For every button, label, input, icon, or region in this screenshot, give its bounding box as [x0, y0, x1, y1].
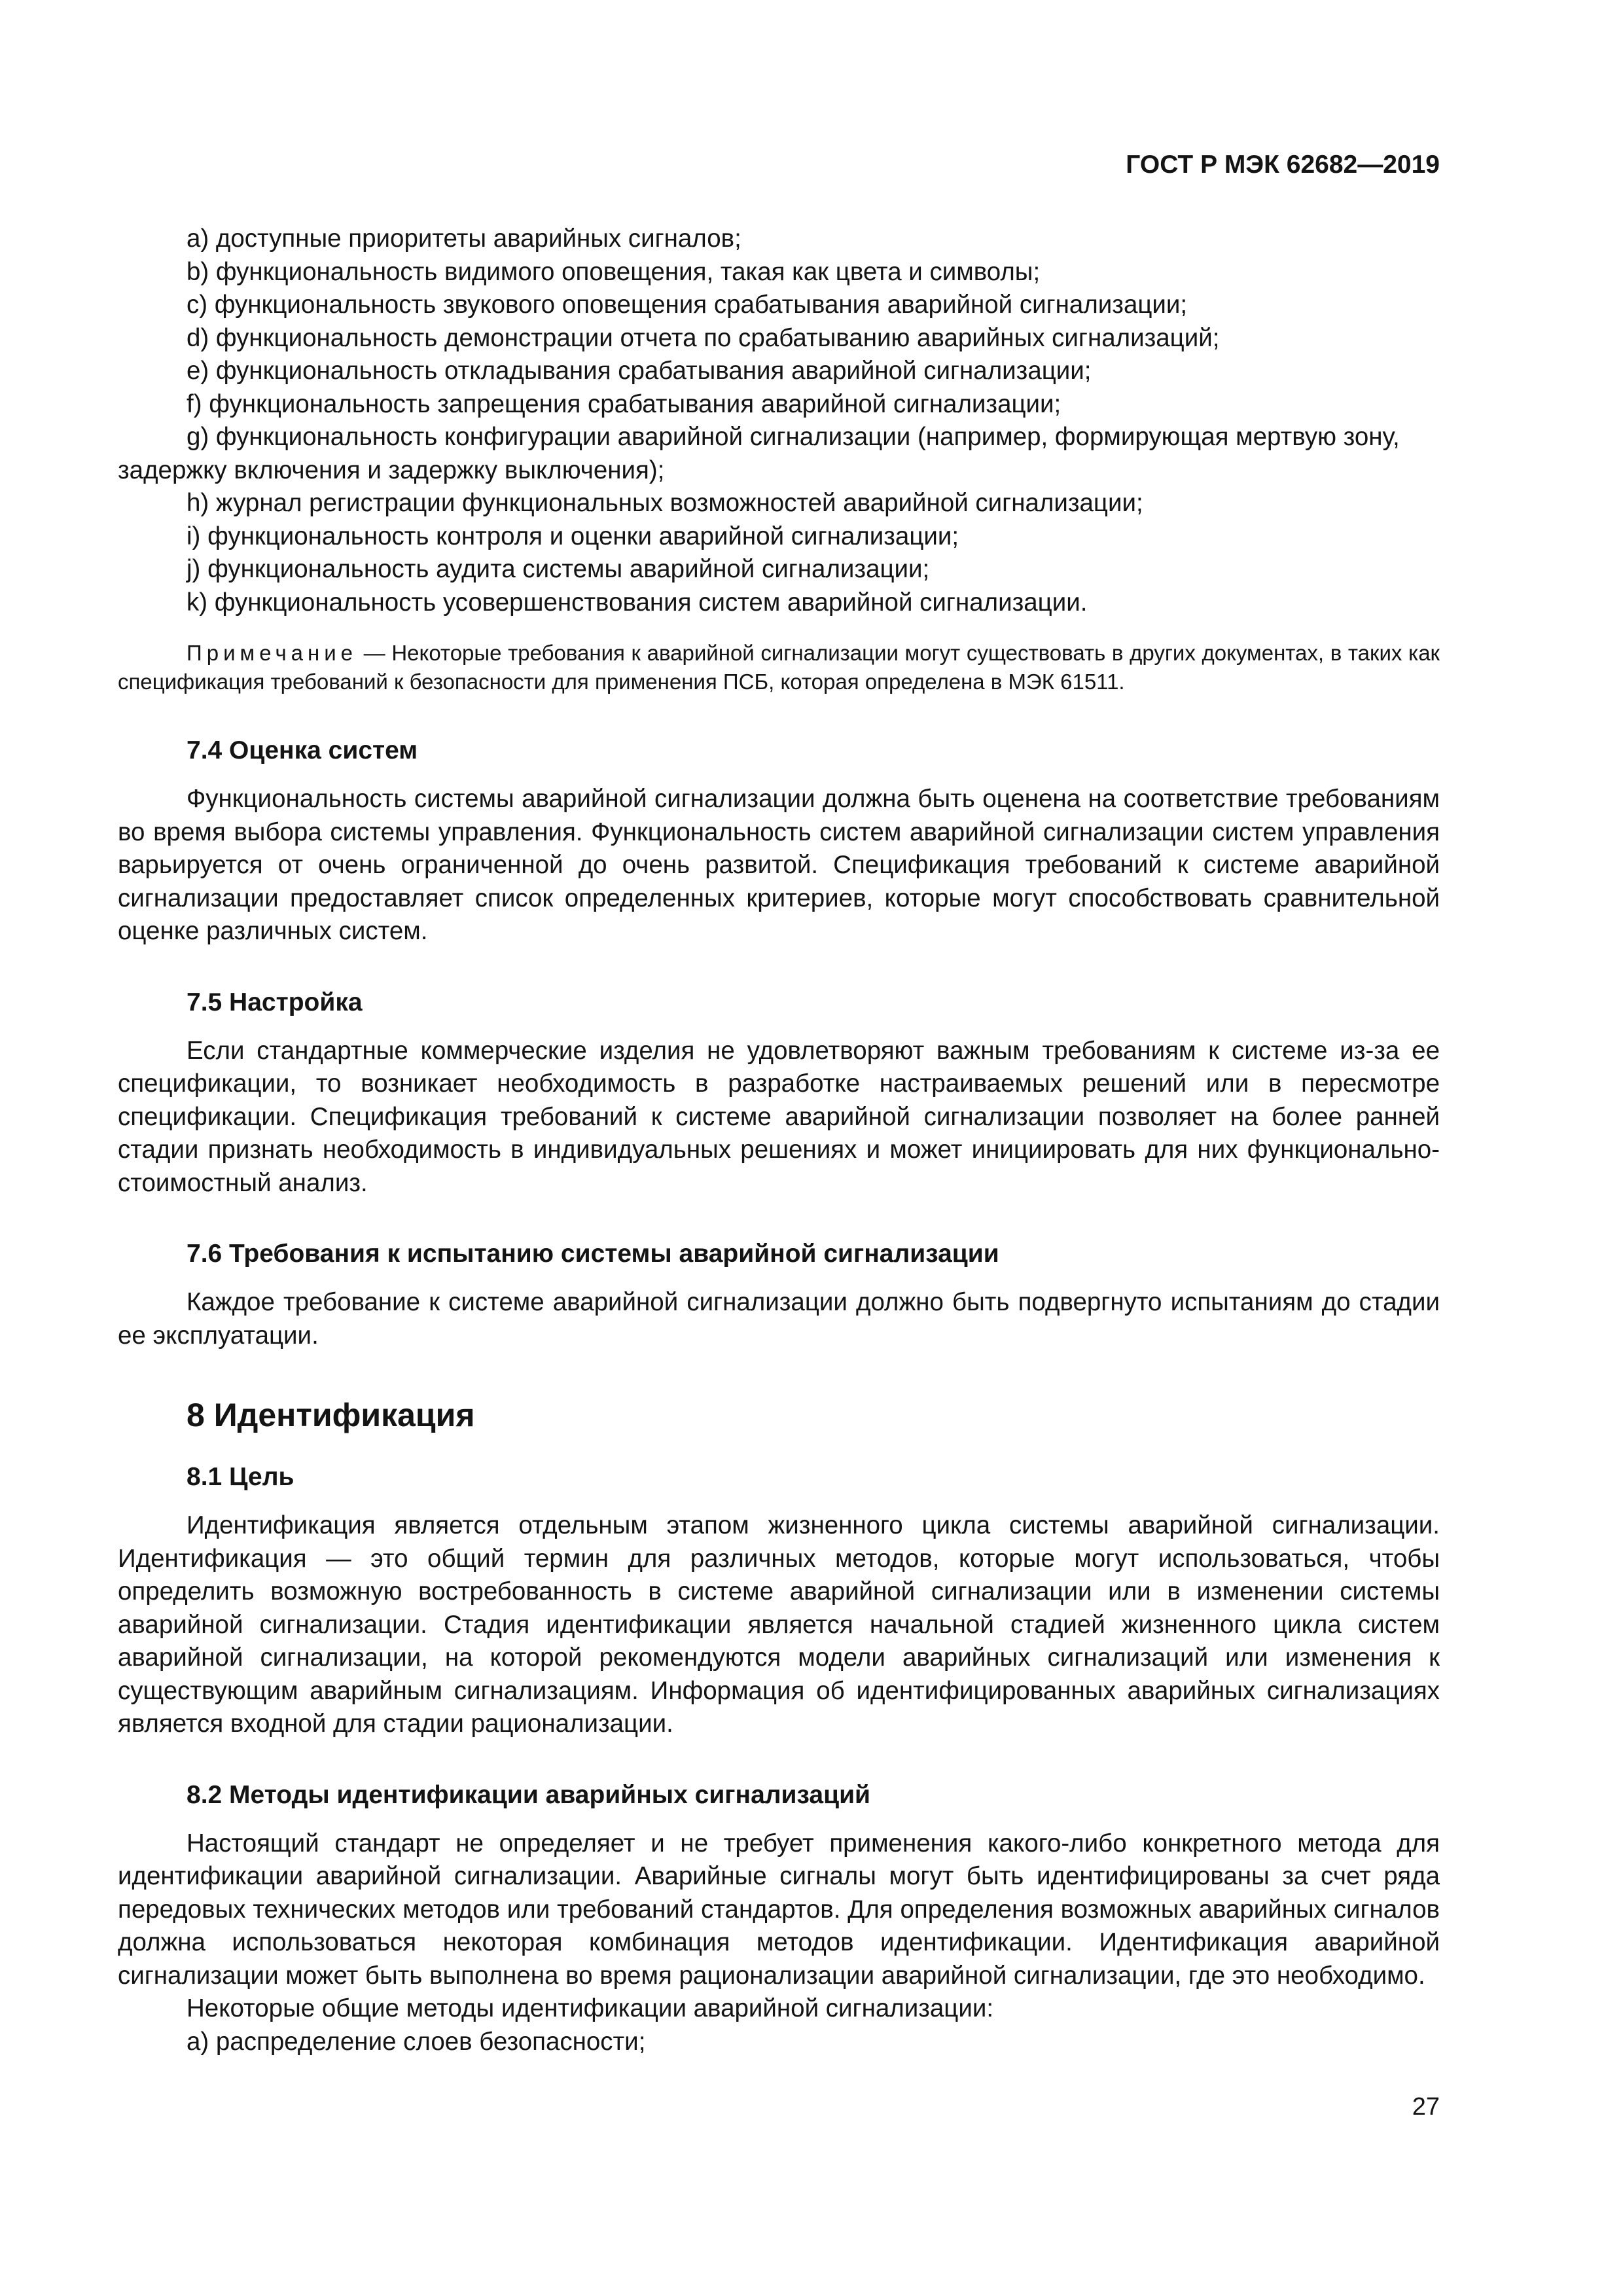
list-item: a) доступные приоритеты аварийных сигналов;	[187, 224, 741, 253]
note-label: Примечание	[187, 641, 358, 665]
list-item: j) функциональность аудита системы аварийной сигнализации;	[187, 555, 930, 583]
list-item: i) функциональность контроля и оценки аварийной сигнализации;	[187, 522, 959, 550]
list-item: k) функциональность усовершенствования систем аварийной сигнализации.	[187, 588, 1088, 617]
section-text-8-1: Идентификация является отдельным этапом жизненного цикла системы аварийной сигнализации. Идентификация — это общий термин для различных методов, которые могут использоваться, чтобы определить возможную востребованность в системе аварийной сигнализации или в изменении системы аварийной сигнализации. Стадия идентификации является начальной стадией жизненного цикла систем аварийной сигнализации, на которой рекомендуются модели аварийных сигнализаций или изменения к существующим аварийным сигнализациям. Информация об идентифицированных аварийных сигнализациях является входной для стадии рационализации.	[118, 1511, 1440, 1738]
list-item: e) функциональность откладывания срабатывания аварийной сигнализации;	[187, 357, 1092, 385]
section-text-8-2: Настоящий стандарт не определяет и не требует применения какого-либо конкретного метода для идентификации аварийной сигнализации. Аварийные сигналы могут быть идентифицированы за счет ряда передовых технических методов или требований стандартов. Для определения возможных аварийных сигналов должна использоваться некоторая комбинация методов идентификации. Идентификация аварийной сигнализации может быть выполнена во время рационализации аварийной сигнализации, где это необходимо.	[118, 1829, 1440, 1990]
list-item: c) функциональность звукового оповещения срабатывания аварийной сигнализации;	[187, 291, 1188, 319]
list-item: b) функциональность видимого оповещения, такая как цвета и символы;	[187, 257, 1041, 286]
page-content	[118, 223, 1440, 2058]
list-item: f) функциональность запрещения срабатывания аварийной сигнализации;	[187, 389, 1061, 418]
section-heading-7-4: 7.4 Оценка систем	[187, 736, 418, 764]
section-heading-8-2: 8.2 Методы идентификации аварийных сигнализаций	[187, 1780, 871, 1809]
list-item: h) журнал регистрации функциональных возможностей аварийной сигнализации;	[187, 489, 1143, 517]
list-item: g) функциональность конфигурации аварийной сигнализации (например, формирующая мертвую зону, задержку включения и задержку выключения);	[118, 423, 1400, 484]
methods-intro: Некоторые общие методы идентификации аварийной сигнализации:	[187, 1994, 994, 2022]
section-text-7-6: Каждое требование к системе аварийной сигнализации должно быть подвергнуто испытаниям до стадии ее эксплуатации.	[118, 1288, 1440, 1350]
section-text-7-4: Функциональность системы аварийной сигнализации должна быть оценена на соответствие требованиям во время выбора системы управления. Функциональность систем аварийной сигнализации систем управления варьируется от очень ограниченной до очень развитой. Спецификация требований к системе аварийной сигнализации предоставляет список определенных критериев, которые могут способствовать сравнительной оценке различных систем.	[118, 785, 1440, 945]
section-heading-7-6: 7.6 Требования к испытанию системы аварийной сигнализации	[187, 1240, 999, 1268]
standard-designation: ГОСТ Р МЭК 62682—2019	[1126, 151, 1440, 179]
note	[118, 639, 1440, 696]
section-heading-7-5: 7.5 Настройка	[187, 988, 363, 1016]
list-item: d) функциональность демонстрации отчета по срабатыванию аварийных сигнализаций;	[187, 323, 1220, 352]
page-number: 27	[1412, 2093, 1440, 2121]
list-item: a) распределение слоев безопасности;	[187, 2027, 646, 2056]
note-text: — Некоторые требования к аварийной сигнализации могут существовать в других документах, в таких как спецификация требований к безопасности для применения ПСБ, которая определена в МЭК 61511.	[118, 641, 1440, 694]
chapter-heading-8: 8 Идентификация	[187, 1397, 475, 1433]
section-text-7-5: Если стандартные коммерческие изделия не удовлетворяют важным требованиям к системе из-за ее спецификации, то возникает необходимость в разработке настраиваемых решений или в пересмотре спецификации. Спецификация требований к системе аварийной сигнализации позволяет на более ранней стадии признать необходимость в индивидуальных решениях и может инициировать для них функционально-стоимостный анализ.	[118, 1036, 1440, 1197]
section-heading-8-1: 8.1 Цель	[187, 1463, 294, 1491]
